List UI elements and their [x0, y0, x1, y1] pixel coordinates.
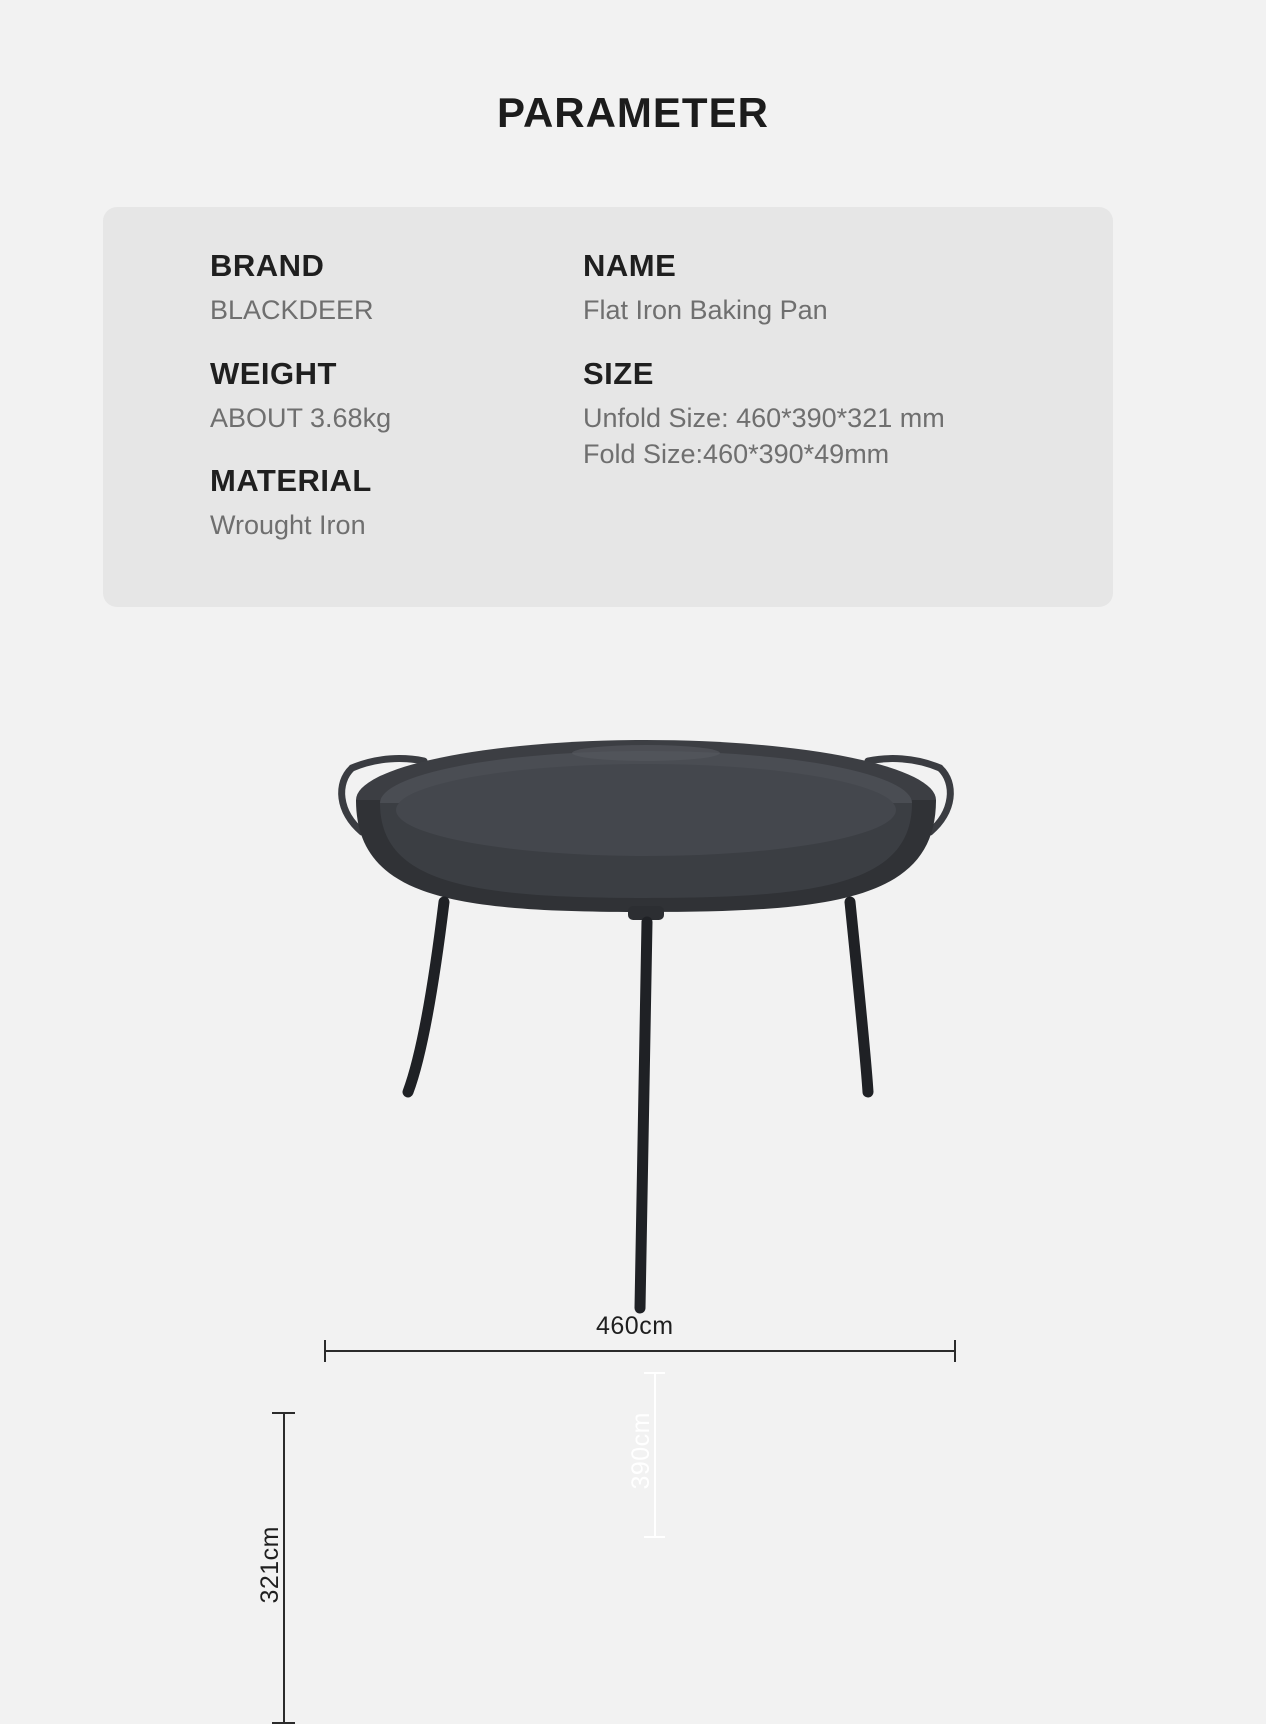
- width-dimension-tick-left: [324, 1340, 326, 1362]
- width-dimension-line: [324, 1350, 956, 1352]
- spec-group-name: [583, 249, 1083, 329]
- spec-value-size-fold: Fold Size:460*390*49mm: [583, 439, 890, 470]
- spec-label-weight: WEIGHT: [210, 355, 337, 391]
- spec-group-size: [583, 357, 1083, 473]
- spec-value-material: Wrought Iron: [210, 510, 366, 541]
- product-illustration: [0, 640, 1266, 1346]
- height-dimension-label: 321cm: [256, 1526, 284, 1604]
- spec-group-material: [210, 464, 570, 544]
- spec-group-brand: [210, 249, 570, 329]
- spec-column-left: [210, 249, 570, 544]
- spec-label-name: NAME: [583, 248, 677, 283]
- spec-group-weight: [210, 357, 570, 437]
- spec-label-size: SIZE: [583, 355, 654, 391]
- spec-value-brand: BLACKDEER: [210, 295, 374, 326]
- spec-value-weight: ABOUT 3.68kg: [210, 402, 392, 433]
- spec-value-name: Flat Iron Baking Pan: [583, 295, 828, 326]
- width-dimension-label: 460cm: [596, 1312, 674, 1340]
- spec-card: [103, 207, 1113, 607]
- depth-dimension-tick-top: [644, 1372, 665, 1374]
- height-dimension-tick-top: [272, 1412, 295, 1414]
- page-title: PARAMETER: [497, 89, 769, 136]
- spec-value-size-unfold: Unfold Size: 460*390*321 mm: [583, 402, 945, 433]
- product-dimension-diagram: [0, 640, 1266, 1604]
- spec-label-brand: BRAND: [210, 248, 325, 283]
- depth-dimension-tick-bottom: [644, 1536, 665, 1538]
- spec-label-material: MATERIAL: [210, 463, 372, 499]
- spec-column-right: [583, 249, 1083, 473]
- spec-value-size: [583, 400, 1083, 473]
- width-dimension-tick-right: [954, 1340, 956, 1362]
- depth-dimension-label: 390cm: [627, 1412, 655, 1490]
